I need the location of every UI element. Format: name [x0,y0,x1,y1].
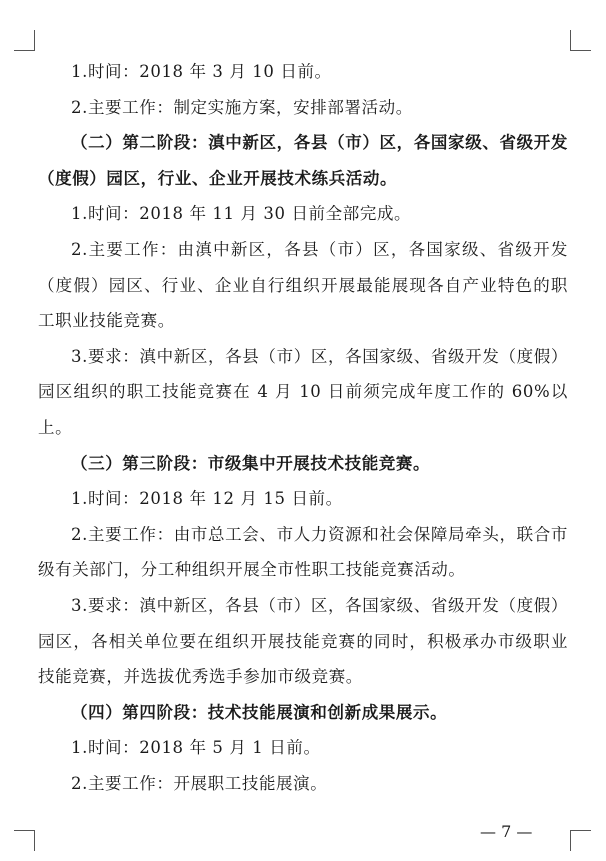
paragraph-stage1-work: 2.主要工作：制定实施方案，安排部署活动。 [71,97,413,117]
paragraph-stage2-time: 1.时间：2018 年 11 月 30 日前全部完成。 [71,204,412,224]
paragraph-stage4-time: 1.时间：2018 年 5 月 1 日前。 [71,738,321,758]
document-body [38,54,568,801]
paragraph-stage3-time: 1.时间：2018 年 12 月 15 日前。 [71,489,343,509]
crop-mark-top-right [570,30,591,51]
heading-stage2: （二）第二阶段：滇中新区，各县（市）区，各国家级、省级开发（度假）园区，行业、企业开展技术练兵活动。 [38,133,568,188]
paragraph-stage1-time: 1.时间：2018 年 3 月 10 日前。 [71,62,332,81]
paragraph-stage4-work: 2.主要工作：开展职工技能展演。 [71,773,328,793]
paragraph-stage3-requirement: 3.要求：滇中新区，各县（市）区，各国家级、省级开发（度假）园区，各相关单位要在组织开展技能竞赛的同时，积极承办市级职业技能竞赛，并选拔优秀选手参加市级竞赛。 [38,595,568,687]
crop-mark-bottom-left [14,830,35,851]
paragraph-stage2-work: 2.主要工作：由滇中新区，各县（市）区，各国家级、省级开发（度假）园区、行业、企业自行组织开展最能展现各自产业特色的职工职业技能竞赛。 [38,239,568,331]
paragraph-stage3-work: 2.主要工作：由市总工会、市人力资源和社会保障局牵头，联合市级有关部门，分工种组织开展全市性职工技能竞赛活动。 [38,524,568,580]
heading-stage3: （三）第三阶段：市级集中开展技术技能竞赛。 [71,453,431,473]
page-number: — 7 — [480,822,533,841]
crop-mark-bottom-right [570,830,591,851]
heading-stage4: （四）第四阶段：技术技能展演和创新成果展示。 [71,702,448,722]
paragraph-stage2-requirement: 3.要求：滇中新区，各县（市）区，各国家级、省级开发（度假）园区组织的职工技能竞赛在 4 月 10 日前须完成年度工作的 60%以上。 [38,346,568,437]
crop-mark-top-left [14,30,35,51]
